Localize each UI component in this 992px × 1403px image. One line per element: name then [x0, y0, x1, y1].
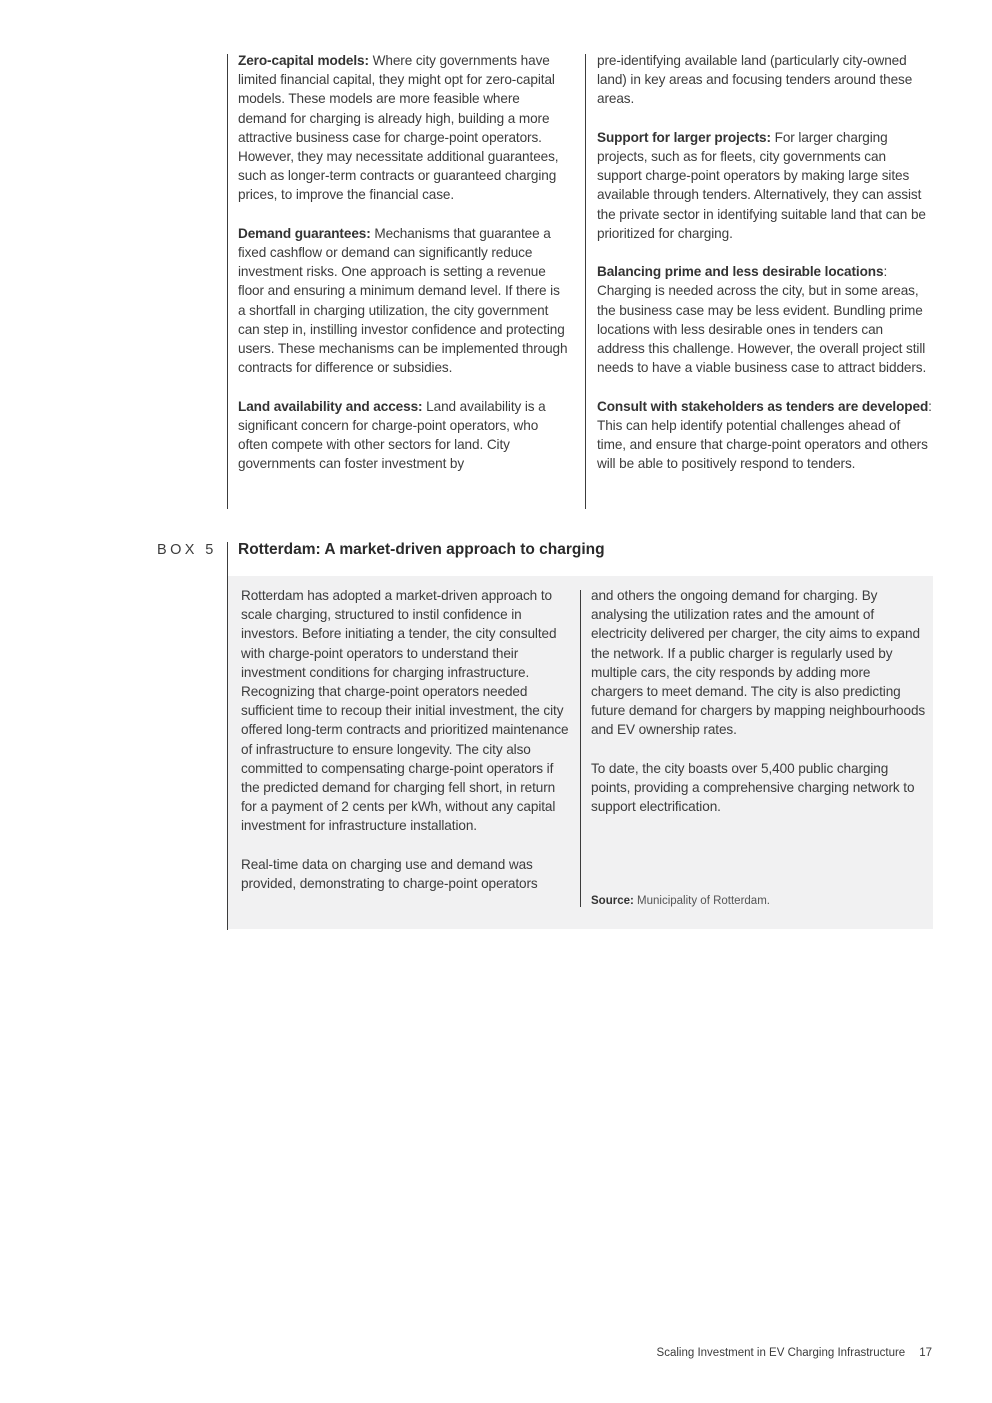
source-text: Municipality of Rotterdam.: [633, 895, 770, 907]
box-source: [591, 895, 770, 907]
paragraph-consult-stakeholders: Consult with stakeholders as tenders are developed: This can help identify potential challenges ahead of time, and ensure that charge-point operators and others will be able to positively respond to tenders.: [597, 398, 932, 472]
box-label: BOX 5: [157, 542, 217, 558]
footer-title: Scaling Investment in EV Charging Infrastructure: [656, 1347, 906, 1359]
page-footer: [657, 1347, 932, 1359]
left-column: [238, 51, 568, 473]
right-column-rule: [585, 54, 586, 509]
paragraph-larger-projects: Support for larger projects: For larger charging projects, such as for fleets, city governments can support charge-point operators by making large sites available through tenders. Alternatively, they can assist the private sector in identifying suitable land that can be prioritized for charging.: [597, 129, 926, 241]
paragraph-demand-guarantees: Demand guarantees: Mechanisms that guarantee a fixed cashflow or demand can significantly reduce investment risks. One approach is setting a revenue floor and ensuring a minimum demand level. If there is a shortfall in charging utilization, the city government can step in, instilling investor confidence and protecting users. These mechanisms can be implemented through contracts for difference or subsidies.: [238, 225, 568, 376]
paragraph-land-continued: pre-identifying available land (particularly city-owned land) in key areas and focusing tenders around these areas.: [597, 53, 913, 107]
box-paragraph: Rotterdam has adopted a market-driven approach to scale charging, structured to instil confidence in investors. Before initiating a tender, the city consulted with charge-point operators to understand their investment conditions for charging infrastructure. Recognizing that charge-point operators needed sufficient time to recoup their initial investment, the city offered long-term contracts and prioritized maintenance of infrastructure to ensure longevity. The city also committed to compensating charge-point operators if the predicted demand for charging fell short, in return for a payment of 2 cents per kWh, without any capital investment for infrastructure installation.: [241, 588, 569, 834]
paragraph-land-availability: Land availability and access: Land availability is a significant concern for charge-point operators, who often compete with other sectors for land. City governments can foster investment by: [238, 398, 546, 472]
box-column-rule: [580, 590, 581, 907]
page-number: 17: [919, 1347, 932, 1359]
box-left-column: [241, 586, 571, 893]
box-title: Rotterdam: A market-driven approach to charging: [238, 541, 605, 558]
source-label: Source:: [591, 895, 634, 907]
box-paragraph: and others the ongoing demand for charging. By analysing the utilization rates and the amount of electricity delivered per charger, the city aims to expand the network. If a public charger is regularly used by multiple cars, the city responds by adding more chargers to meet demand. The city is also predicting future demand for chargers by mapping neighbourhoods and EV ownership rates.: [591, 588, 926, 738]
left-column-rule: [227, 54, 228, 509]
box-right-column: [591, 586, 926, 816]
paragraph-prime-locations: Balancing prime and less desirable locations: Charging is needed across the city, but in some areas, the business case may be less evident. Bundling prime locations with less desirable ones in tenders can address this challenge. However, the overall project still needs to have a viable business case to attract bidders.: [597, 264, 927, 376]
paragraph-zero-capital: Zero-capital models: Where city governments have limited financial capital, they might opt for zero-capital models. These models are more feasible where demand for charging is already high, building a more attractive business case for charge-point operators. However, they may necessitate additional guarantees, such as longer-term contracts or guaranteed charging prices, to improve the financial case.: [238, 53, 559, 203]
box-paragraph: Real-time data on charging use and demand was provided, demonstrating to charge-point operators: [241, 856, 538, 892]
right-column: [597, 51, 932, 473]
box-paragraph: To date, the city boasts over 5,400 public charging points, providing a comprehensive charging network to support electrification.: [591, 760, 915, 815]
